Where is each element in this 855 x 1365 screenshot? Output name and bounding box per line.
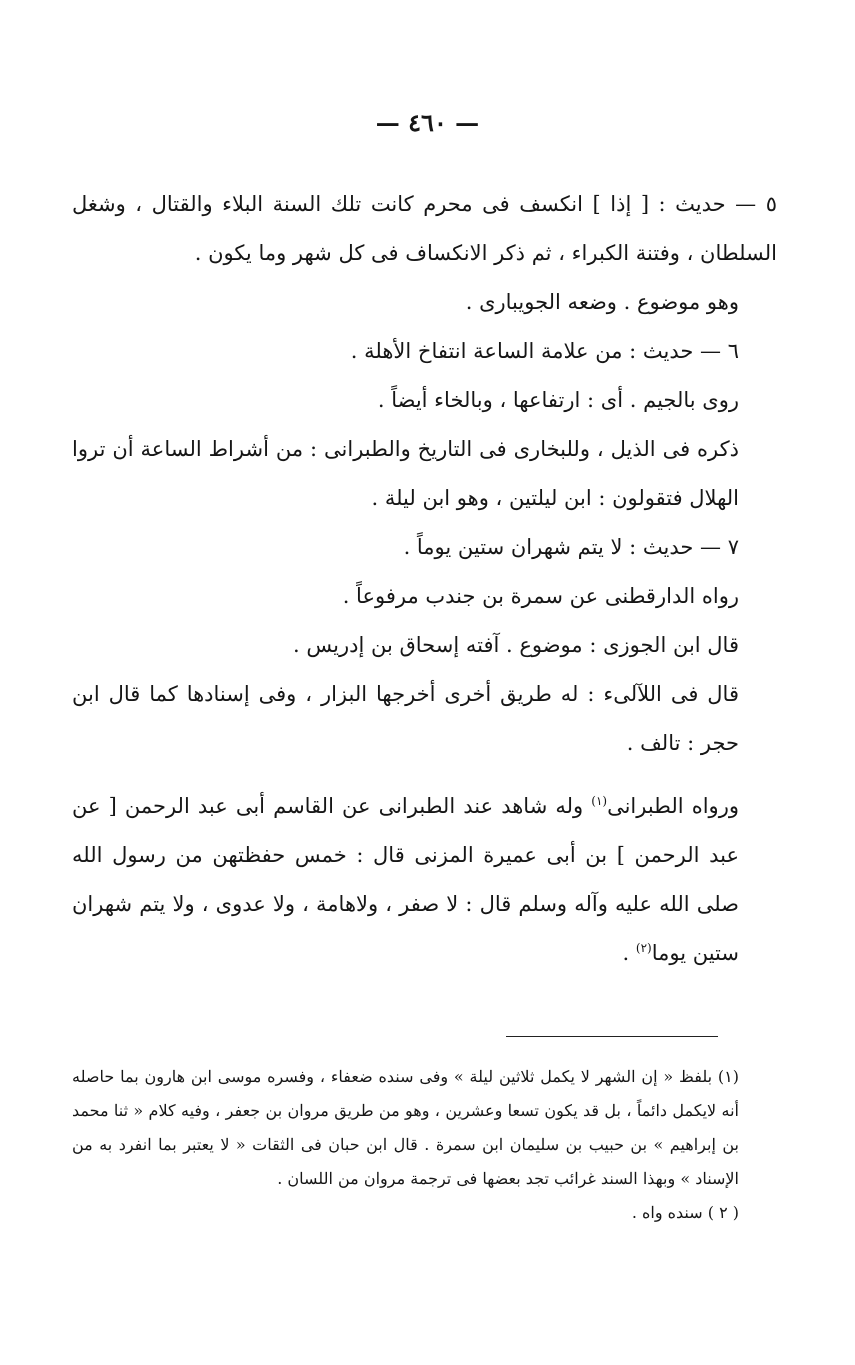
page-number: — ٤٦٠ — (375, 108, 480, 137)
footnote-2: ( ٢ ) سنده واه . (631, 1203, 739, 1222)
hadith-7-narration: رواه الدارقطنى عن سمرة بن جندب مرفوعاً . (342, 584, 739, 608)
witness-end: . (622, 941, 630, 965)
hadith-5-ruling: وهو موضوع . وضعه الجويبارى . (465, 290, 739, 314)
hadith-6-note: روى بالجيم . أى : ارتفاعها ، وبالخاء أيضاً . (377, 388, 739, 412)
footnote-1: (١) بلفظ « إن الشهر لا يكمل ثلاثين ليلة » وفى سنده ضعفاء ، وفسره موسى ابن هارون بما حاصله أنه لايكمل دائماً ، بل قد يكون تسعا وعشرين ، وهو من طريق مروان بن جعفر ، وفيه كلام « ثنا محمد بن إبراهيم » بن حبيب بن سليمان ابن سمرة . قال ابن حبان فى الثقات « لا يعتبر بما انفرد به من الإسناد » وبهذا السند غرائب تجد بعضها فى ترجمة مروان من اللسان . (72, 1067, 739, 1188)
witness-lead: ورواه الطبرانى (607, 794, 739, 818)
main-text (72, 180, 777, 978)
footnote-ref-1[interactable]: (١) (591, 794, 608, 808)
footnote-ref-2[interactable]: (٢) (635, 941, 652, 955)
hadith-6-source: ذكره فى الذيل ، وللبخارى فى التاريخ والطبرانى : من أشراط الساعة أن تروا الهلال فتقولون : ابن ليلتين ، وهو ابن ليلة . (72, 437, 739, 510)
hadith-7: ٧ — حديث : لا يتم شهران ستين يوماً . (403, 535, 739, 559)
footnotes (72, 1060, 777, 1230)
hadith-6: ٦ — حديث : من علامة الساعة انتفاخ الأهلة . (350, 339, 739, 363)
hadith-7-ruling: قال ابن الجوزى : موضوع . آفته إسحاق بن إدريس . (293, 633, 739, 657)
hadith-7-lali: قال فى اللآلىء : له طريق أخرى أخرجها البزار ، وفى إسنادها كما قال ابن حجر : تالف . (72, 682, 739, 755)
witness-text: وله شاهد عند الطبرانى عن القاسم أبى عبد الرحمن [ عن عبد الرحمن ] بن أبى عميرة المزنى قال : خمس حفظتهن من رسول الله صلى الله عليه وآله وسلم قال : لا صفر ، ولاهامة ، ولا عدوى ، ولا يتم شهران ستين يوما (72, 794, 739, 965)
hadith-7-witness (72, 782, 777, 978)
footnote-divider (506, 1036, 718, 1037)
hadith-5: ٥ — حديث : [ إذا ] انكسف فى محرم كانت تلك السنة البلاء والقتال ، وشغل السلطان ، وفتنة الكبراء ، ثم ذكر الانكساف فى كل شهر وما يكون . (72, 192, 777, 265)
